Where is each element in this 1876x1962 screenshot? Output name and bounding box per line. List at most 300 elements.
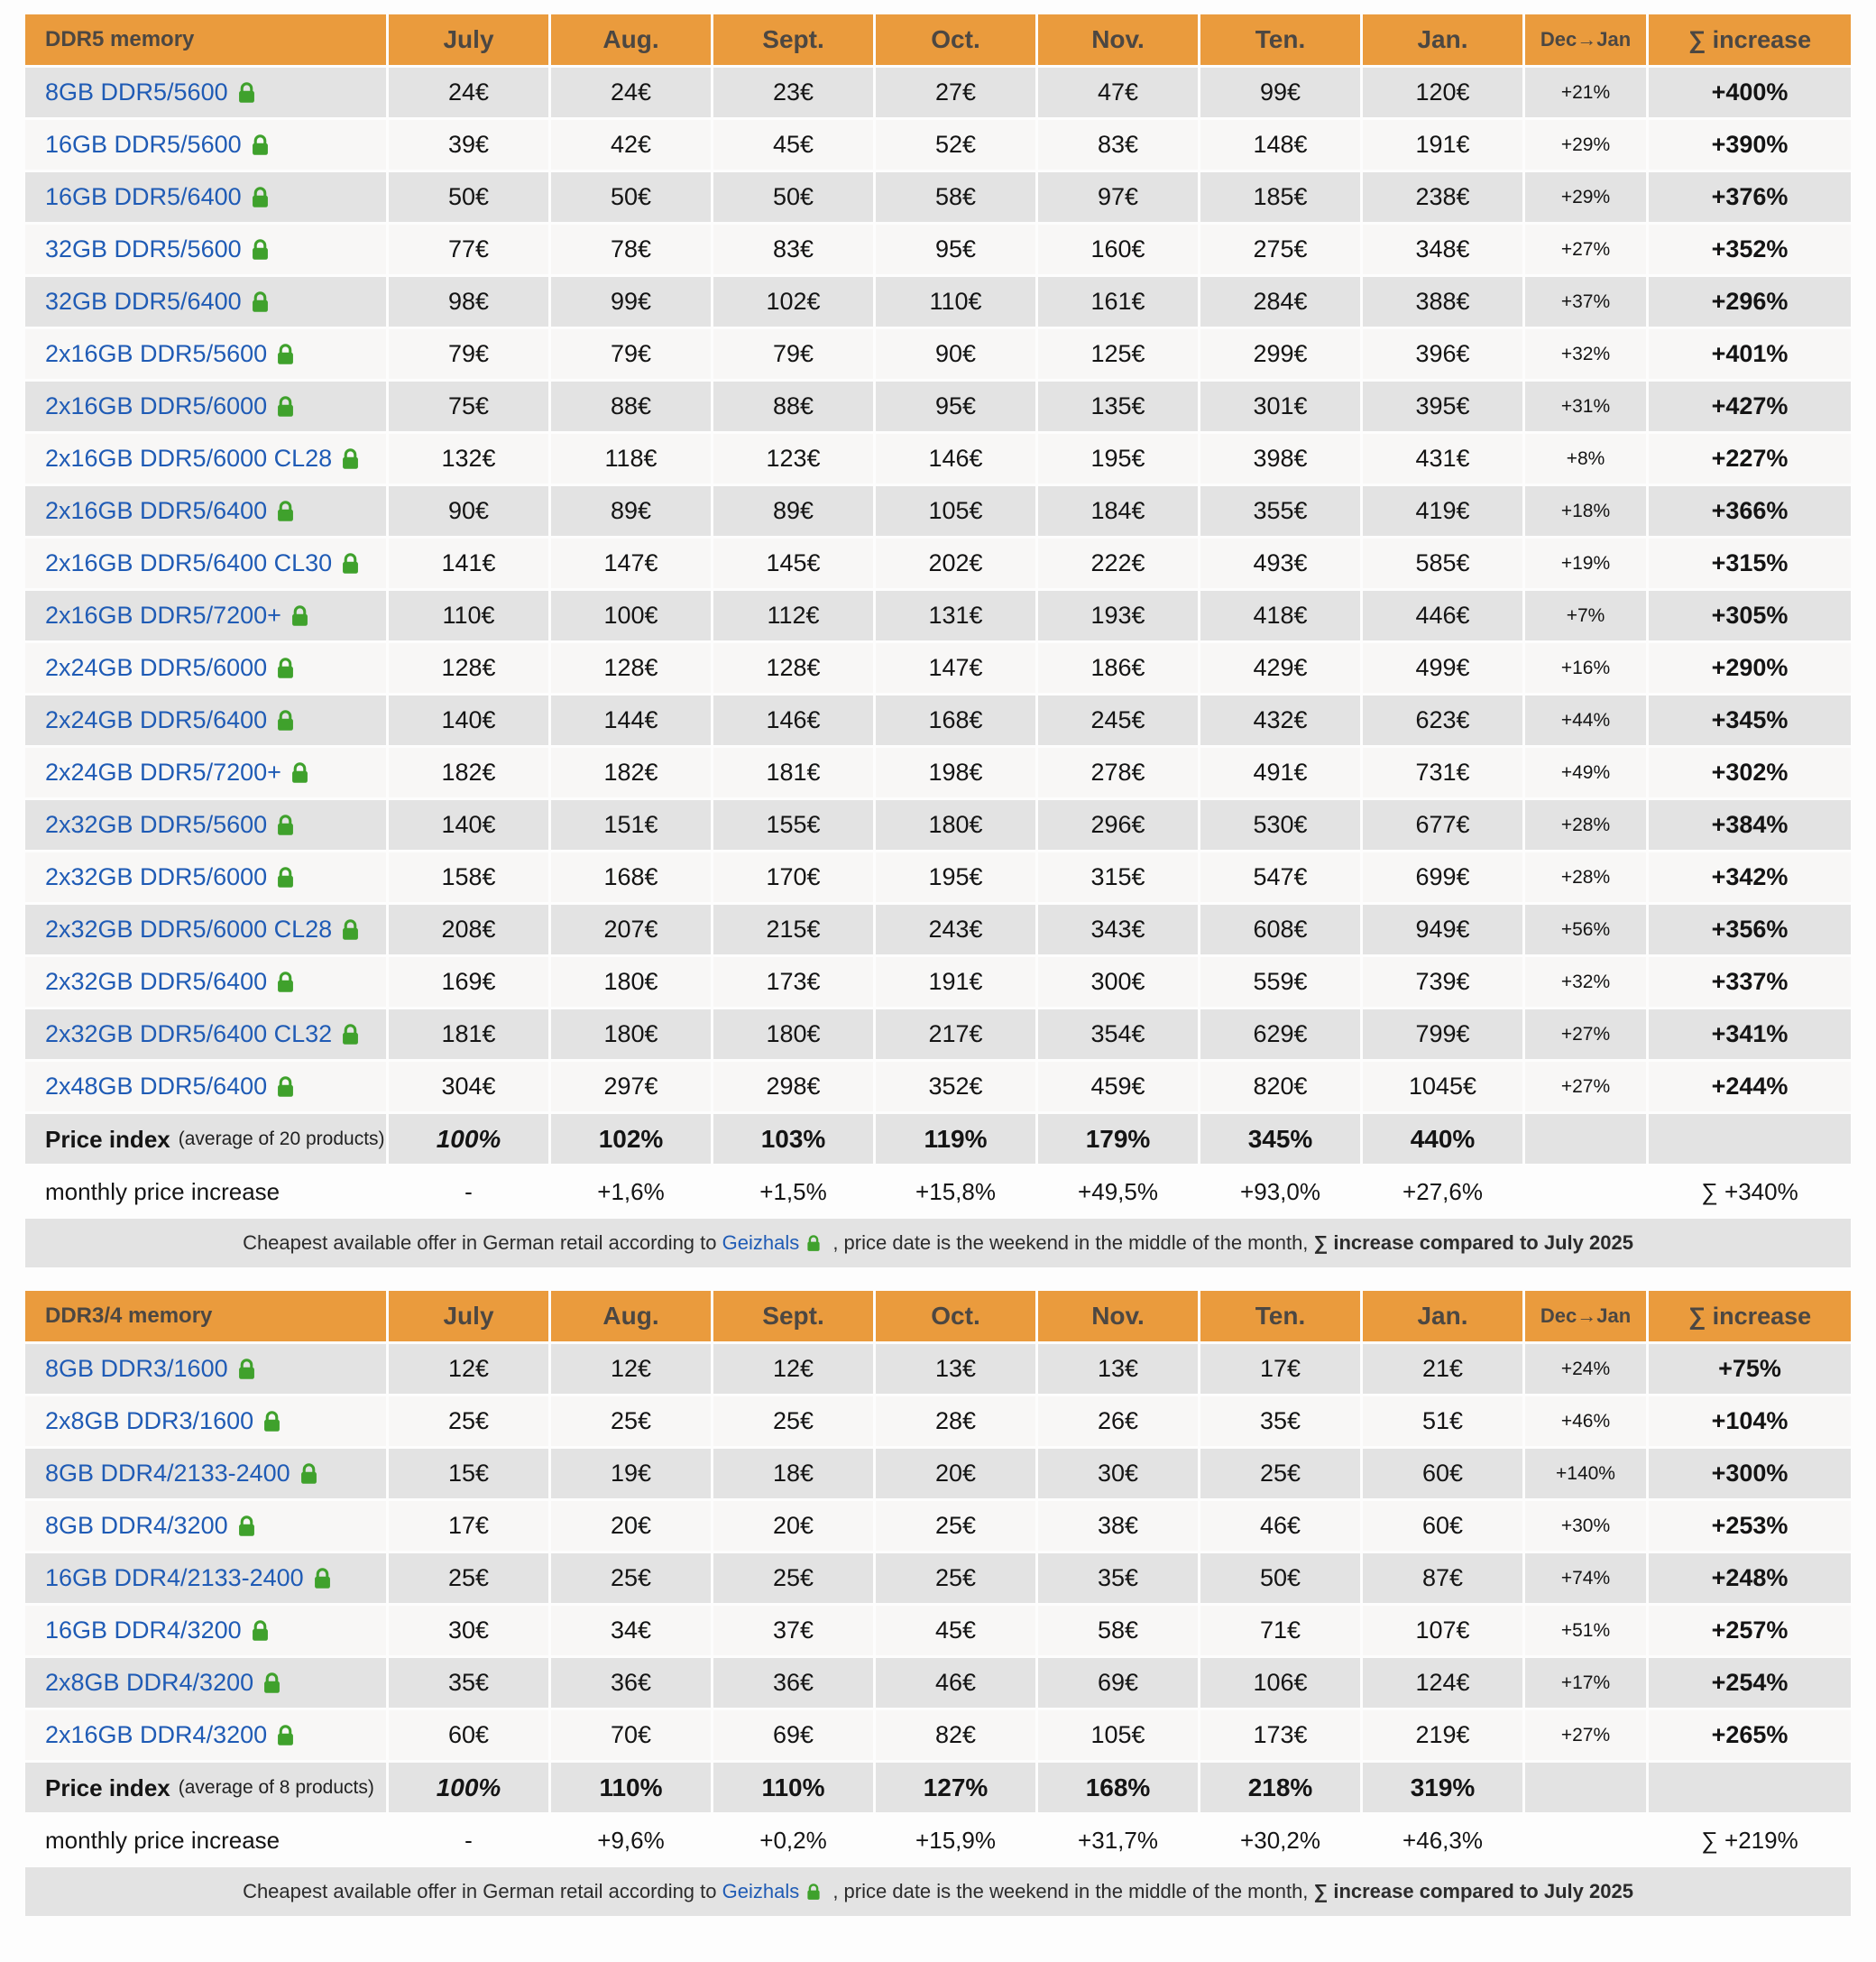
price-cell: 17€: [1200, 1344, 1360, 1394]
product-cell: [25, 1501, 386, 1551]
dec-jan-cell: +27%: [1525, 225, 1646, 274]
dec-jan-cell: +21%: [1525, 68, 1646, 117]
dec-jan-cell: +29%: [1525, 172, 1646, 222]
product-link[interactable]: 16GB DDR4/3200: [45, 1617, 242, 1644]
price-cell: 184€: [1038, 486, 1198, 536]
price-cell: 82€: [876, 1710, 1035, 1760]
price-cell: 20€: [713, 1501, 873, 1551]
dec-jan-cell: +27%: [1525, 1009, 1646, 1059]
price-cell: 87€: [1363, 1553, 1522, 1603]
dec-jan-cell: +28%: [1525, 800, 1646, 850]
lock-icon: [275, 971, 296, 993]
sum-increase-cell: +341%: [1649, 1009, 1851, 1059]
footnote-text: , price date is the weekend in the middle of the month,: [827, 1231, 1314, 1254]
price-cell: 35€: [389, 1658, 548, 1708]
price-index-cell: 127%: [876, 1763, 1035, 1812]
table-title: DDR3/4 memory: [25, 1291, 386, 1341]
price-cell: 38€: [1038, 1501, 1198, 1551]
price-cell: 217€: [876, 1009, 1035, 1059]
price-cell: 181€: [713, 748, 873, 797]
monthly-sum-cell: ∑ +219%: [1701, 1826, 1798, 1854]
product-cell: [25, 486, 386, 536]
price-cell: 13€: [876, 1344, 1035, 1394]
price-cell: 42€: [551, 120, 711, 170]
price-cell: 45€: [713, 120, 873, 170]
price-cell: 207€: [551, 905, 711, 954]
price-cell: 608€: [1200, 905, 1360, 954]
price-cell: 90€: [389, 486, 548, 536]
price-cell: 493€: [1200, 539, 1360, 588]
footnote: [25, 1219, 1851, 1267]
price-cell: 398€: [1200, 434, 1360, 484]
price-cell: 585€: [1363, 539, 1522, 588]
price-cell: 243€: [876, 905, 1035, 954]
price-cell: 83€: [713, 225, 873, 274]
sum-increase-cell: +227%: [1649, 434, 1851, 484]
product-cell: [25, 591, 386, 640]
lock-icon: [290, 604, 310, 627]
price-cell: 89€: [713, 486, 873, 536]
price-cell: 125€: [1038, 329, 1198, 379]
price-index-cell: 110%: [551, 1763, 711, 1812]
product-cell: [25, 1449, 386, 1498]
price-cell: 107€: [1363, 1606, 1522, 1655]
lock-icon: [275, 500, 296, 522]
price-cell: 79€: [713, 329, 873, 379]
price-cell: 949€: [1363, 905, 1522, 954]
sum-increase-cell: +427%: [1649, 382, 1851, 431]
price-cell: 128€: [713, 643, 873, 693]
price-cell: 123€: [713, 434, 873, 484]
price-cell: 25€: [389, 1553, 548, 1603]
price-cell: 388€: [1363, 277, 1522, 327]
product-link[interactable]: 8GB DDR5/5600: [45, 78, 228, 106]
product-cell: [25, 800, 386, 850]
dec-jan-cell: +16%: [1525, 643, 1646, 693]
geizhals-link[interactable]: Geizhals: [722, 1231, 800, 1254]
price-cell: 354€: [1038, 1009, 1198, 1059]
price-cell: 1045€: [1363, 1062, 1522, 1111]
price-cell: 284€: [1200, 277, 1360, 327]
sum-increase-cell: +244%: [1649, 1062, 1851, 1111]
price-index-cell: 218%: [1200, 1763, 1360, 1812]
price-cell: 23€: [713, 68, 873, 117]
price-cell: 20€: [876, 1449, 1035, 1498]
sum-increase-cell: +366%: [1649, 486, 1851, 536]
price-index-cell: 319%: [1363, 1763, 1522, 1812]
price-cell: 300€: [1038, 957, 1198, 1007]
price-cell: 78€: [551, 225, 711, 274]
product-link[interactable]: 2x24GB DDR5/6400: [45, 706, 268, 733]
price-cell: 95€: [876, 382, 1035, 431]
product-link[interactable]: 2x32GB DDR5/6000 CL28: [45, 916, 333, 943]
price-cell: 39€: [389, 120, 548, 170]
dec-jan-cell: +31%: [1525, 382, 1646, 431]
price-cell: 219€: [1363, 1710, 1522, 1760]
price-cell: 70€: [551, 1710, 711, 1760]
price-cell: 215€: [713, 905, 873, 954]
price-index-note: (average of 20 products): [178, 1128, 385, 1149]
price-cell: 77€: [389, 225, 548, 274]
price-cell: 35€: [1038, 1553, 1198, 1603]
price-cell: 89€: [551, 486, 711, 536]
product-link[interactable]: 2x24GB DDR5/6000: [45, 654, 268, 681]
price-cell: 629€: [1200, 1009, 1360, 1059]
dec-jan-cell: +37%: [1525, 277, 1646, 327]
price-cell: 30€: [1038, 1449, 1198, 1498]
price-cell: 278€: [1038, 748, 1198, 797]
dec-jan-cell: +17%: [1525, 1658, 1646, 1708]
price-cell: 446€: [1363, 591, 1522, 640]
price-cell: 12€: [713, 1344, 873, 1394]
price-cell: 46€: [1200, 1501, 1360, 1551]
table-title: DDR5 memory: [25, 14, 386, 65]
product-link[interactable]: 16GB DDR5/6400: [45, 183, 242, 210]
price-cell: 36€: [551, 1658, 711, 1708]
lock-icon: [236, 81, 257, 104]
product-link[interactable]: 2x32GB DDR5/6400: [45, 968, 268, 995]
price-cell: 90€: [876, 329, 1035, 379]
dec-jan-cell: +140%: [1525, 1449, 1646, 1498]
ddr34-grid: [25, 1291, 1851, 1916]
price-cell: 30€: [389, 1606, 548, 1655]
lock-icon: [250, 1619, 271, 1642]
product-cell: [25, 1009, 386, 1059]
price-cell: 180€: [551, 957, 711, 1007]
price-cell: 820€: [1200, 1062, 1360, 1111]
price-cell: 429€: [1200, 643, 1360, 693]
lock-icon: [250, 134, 271, 156]
price-cell: 71€: [1200, 1606, 1360, 1655]
price-cell: 739€: [1363, 957, 1522, 1007]
price-index-cell: 440%: [1363, 1114, 1522, 1164]
lock-icon: [250, 186, 271, 208]
price-cell: 18€: [713, 1449, 873, 1498]
price-cell: 110€: [389, 591, 548, 640]
price-index-empty-cell: [1525, 1763, 1646, 1812]
page: [25, 0, 1851, 1916]
price-cell: 105€: [876, 486, 1035, 536]
price-cell: 222€: [1038, 539, 1198, 588]
product-cell: [25, 905, 386, 954]
dec-jan-cell: +19%: [1525, 539, 1646, 588]
price-cell: 60€: [1363, 1501, 1522, 1551]
price-cell: 699€: [1363, 852, 1522, 902]
dec-jan-header: Dec→Jan: [1525, 14, 1646, 65]
monthly-increase-cell: +1,6%: [597, 1177, 665, 1205]
price-cell: 58€: [1038, 1606, 1198, 1655]
monthly-sum-cell: ∑ +340%: [1701, 1177, 1798, 1205]
dec-jan-cell: +49%: [1525, 748, 1646, 797]
price-cell: 69€: [1038, 1658, 1198, 1708]
price-cell: 299€: [1200, 329, 1360, 379]
price-index-cell: 345%: [1200, 1114, 1360, 1164]
dec-jan-cell: +32%: [1525, 957, 1646, 1007]
sum-increase-cell: +390%: [1649, 120, 1851, 170]
product-cell: [25, 172, 386, 222]
price-cell: 160€: [1038, 225, 1198, 274]
price-cell: 193€: [1038, 591, 1198, 640]
price-cell: 51€: [1363, 1396, 1522, 1446]
lock-icon: [275, 343, 296, 365]
product-cell: [25, 748, 386, 797]
product-link[interactable]: 2x16GB DDR5/5600: [45, 340, 268, 367]
product-link[interactable]: 2x32GB DDR5/6000: [45, 863, 268, 890]
dec-jan-cell: +74%: [1525, 1553, 1646, 1603]
price-cell: 88€: [713, 382, 873, 431]
price-cell: 799€: [1363, 1009, 1522, 1059]
month-header: July: [389, 14, 548, 65]
product-link[interactable]: 8GB DDR4/3200: [45, 1512, 228, 1539]
price-cell: 304€: [389, 1062, 548, 1111]
price-cell: 148€: [1200, 120, 1360, 170]
sum-increase-cell: +384%: [1649, 800, 1851, 850]
price-cell: 105€: [1038, 1710, 1198, 1760]
lock-icon: [250, 238, 271, 261]
price-cell: 343€: [1038, 905, 1198, 954]
price-cell: 69€: [713, 1710, 873, 1760]
sum-increase-header: ∑ increase: [1649, 1291, 1851, 1341]
lock-icon: [299, 1462, 319, 1485]
sum-increase-cell: +342%: [1649, 852, 1851, 902]
price-index-cell: 168%: [1038, 1763, 1198, 1812]
sum-increase-cell: +337%: [1649, 957, 1851, 1007]
price-cell: 95€: [876, 225, 1035, 274]
price-cell: 24€: [389, 68, 548, 117]
price-cell: 50€: [1200, 1553, 1360, 1603]
price-cell: 118€: [551, 434, 711, 484]
price-cell: 181€: [389, 1009, 548, 1059]
product-cell: [25, 1062, 386, 1111]
sum-increase-cell: +345%: [1649, 695, 1851, 745]
price-index-empty-cell: [1525, 1114, 1646, 1164]
price-cell: 128€: [551, 643, 711, 693]
footnote-text: Cheapest available offer in German retail according to: [243, 1880, 722, 1902]
price-cell: 547€: [1200, 852, 1360, 902]
lock-icon: [290, 761, 310, 784]
price-cell: 60€: [1363, 1449, 1522, 1498]
product-link[interactable]: 2x24GB DDR5/7200+: [45, 759, 281, 786]
footnote-bold-text: ∑ increase compared to July 2025: [1313, 1231, 1633, 1254]
price-cell: 418€: [1200, 591, 1360, 640]
sum-increase-cell: +253%: [1649, 1501, 1851, 1551]
product-link[interactable]: 32GB DDR5/6400: [45, 288, 242, 315]
price-cell: 173€: [713, 957, 873, 1007]
price-cell: 180€: [551, 1009, 711, 1059]
product-cell: [25, 1396, 386, 1446]
product-cell: [25, 1344, 386, 1394]
dec-jan-cell: +24%: [1525, 1344, 1646, 1394]
monthly-increase-cell: +30,2%: [1240, 1826, 1320, 1854]
price-cell: 79€: [389, 329, 548, 379]
month-header: Aug.: [551, 14, 711, 65]
monthly-empty-cell: [1525, 1166, 1646, 1216]
price-cell: 348€: [1363, 225, 1522, 274]
footnote-text: Cheapest available offer in German retail according to: [243, 1231, 722, 1254]
ddr5-price-table: [25, 14, 1851, 1267]
price-cell: 12€: [389, 1344, 548, 1394]
lock-icon: [340, 447, 361, 470]
price-cell: 17€: [389, 1501, 548, 1551]
price-cell: 83€: [1038, 120, 1198, 170]
product-cell: [25, 68, 386, 117]
product-link[interactable]: 2x16GB DDR5/7200+: [45, 602, 281, 629]
price-cell: 173€: [1200, 1710, 1360, 1760]
monthly-increase-cell: +15,9%: [915, 1826, 996, 1854]
product-link[interactable]: 2x8GB DDR4/3200: [45, 1669, 254, 1696]
price-cell: 20€: [551, 1501, 711, 1551]
price-cell: 208€: [389, 905, 548, 954]
product-link[interactable]: 2x48GB DDR5/6400: [45, 1073, 268, 1100]
price-cell: 140€: [389, 695, 548, 745]
price-cell: 25€: [713, 1396, 873, 1446]
ddr5-grid: [25, 14, 1851, 1267]
product-link[interactable]: 32GB DDR5/5600: [45, 235, 242, 263]
product-cell: [25, 1553, 386, 1603]
dec-jan-cell: +28%: [1525, 852, 1646, 902]
monthly-increase-cell: +9,6%: [597, 1826, 665, 1854]
product-cell: [25, 329, 386, 379]
price-cell: 28€: [876, 1396, 1035, 1446]
price-cell: 25€: [876, 1501, 1035, 1551]
product-link[interactable]: 8GB DDR3/1600: [45, 1355, 228, 1382]
price-cell: 102€: [713, 277, 873, 327]
price-index-cell: 179%: [1038, 1114, 1198, 1164]
lock-icon: [805, 1234, 822, 1252]
monthly-increase-cell: -: [464, 1826, 473, 1854]
price-cell: 275€: [1200, 225, 1360, 274]
price-cell: 301€: [1200, 382, 1360, 431]
price-index-label: Price index: [45, 1773, 170, 1801]
sum-increase-cell: +356%: [1649, 905, 1851, 954]
product-cell: [25, 1710, 386, 1760]
dec-jan-cell: +29%: [1525, 120, 1646, 170]
price-index-cell: 119%: [876, 1114, 1035, 1164]
sum-increase-cell: +400%: [1649, 68, 1851, 117]
product-cell: [25, 277, 386, 327]
lock-icon: [262, 1410, 282, 1432]
product-link[interactable]: 2x16GB DDR5/6000: [45, 392, 268, 419]
price-index-cell: 103%: [713, 1114, 873, 1164]
price-cell: 297€: [551, 1062, 711, 1111]
product-link[interactable]: 16GB DDR4/2133-2400: [45, 1564, 304, 1591]
monthly-increase-label: monthly price increase: [45, 1177, 280, 1205]
price-cell: 459€: [1038, 1062, 1198, 1111]
dec-jan-cell: +27%: [1525, 1710, 1646, 1760]
product-link[interactable]: 16GB DDR5/5600: [45, 131, 242, 158]
product-cell: [25, 695, 386, 745]
price-cell: 131€: [876, 591, 1035, 640]
product-link[interactable]: 2x32GB DDR5/6400 CL32: [45, 1020, 333, 1047]
sum-increase-cell: +248%: [1649, 1553, 1851, 1603]
price-cell: 21€: [1363, 1344, 1522, 1394]
geizhals-link[interactable]: Geizhals: [722, 1880, 800, 1902]
product-link[interactable]: 2x16GB DDR5/6000 CL28: [45, 445, 333, 472]
price-cell: 151€: [551, 800, 711, 850]
dec-jan-cell: +30%: [1525, 1501, 1646, 1551]
price-cell: 168€: [876, 695, 1035, 745]
lock-icon: [236, 1358, 257, 1380]
price-cell: 146€: [876, 434, 1035, 484]
price-cell: 158€: [389, 852, 548, 902]
lock-icon: [275, 866, 296, 889]
price-cell: 35€: [1200, 1396, 1360, 1446]
price-cell: 186€: [1038, 643, 1198, 693]
product-link[interactable]: 2x16GB DDR5/6400: [45, 497, 268, 524]
product-link[interactable]: 2x32GB DDR5/5600: [45, 811, 268, 838]
price-cell: 27€: [876, 68, 1035, 117]
product-cell: [25, 225, 386, 274]
month-header: Jan.: [1363, 1291, 1522, 1341]
price-cell: 191€: [876, 957, 1035, 1007]
month-header: Sept.: [713, 1291, 873, 1341]
monthly-increase-cell: +49,5%: [1078, 1177, 1158, 1205]
footnote-bold-text: ∑ increase compared to July 2025: [1313, 1880, 1633, 1902]
lock-icon: [340, 918, 361, 941]
price-index-cell: 102%: [551, 1114, 711, 1164]
dec-jan-cell: +7%: [1525, 591, 1646, 640]
price-cell: 491€: [1200, 748, 1360, 797]
price-cell: 530€: [1200, 800, 1360, 850]
price-cell: 25€: [551, 1553, 711, 1603]
price-cell: 146€: [713, 695, 873, 745]
price-cell: 100€: [551, 591, 711, 640]
lock-icon: [340, 552, 361, 575]
price-cell: 245€: [1038, 695, 1198, 745]
price-cell: 161€: [1038, 277, 1198, 327]
price-cell: 79€: [551, 329, 711, 379]
price-index-note: (average of 8 products): [178, 1777, 374, 1798]
price-index-cell: 100%: [389, 1114, 548, 1164]
price-cell: 145€: [713, 539, 873, 588]
product-cell: [25, 539, 386, 588]
product-link[interactable]: 8GB DDR4/2133-2400: [45, 1460, 290, 1487]
product-cell: [25, 643, 386, 693]
price-cell: 298€: [713, 1062, 873, 1111]
price-cell: 13€: [1038, 1344, 1198, 1394]
lock-icon: [275, 1724, 296, 1746]
price-cell: 12€: [551, 1344, 711, 1394]
product-link[interactable]: 2x8GB DDR3/1600: [45, 1407, 254, 1434]
price-cell: 180€: [876, 800, 1035, 850]
month-header: Ten.: [1200, 14, 1360, 65]
price-cell: 499€: [1363, 643, 1522, 693]
price-cell: 141€: [389, 539, 548, 588]
price-cell: 110€: [876, 277, 1035, 327]
product-link[interactable]: 2x16GB DDR5/6400 CL30: [45, 549, 333, 576]
price-cell: 34€: [551, 1606, 711, 1655]
lock-icon: [340, 1023, 361, 1045]
lock-icon: [236, 1515, 257, 1537]
price-cell: 25€: [876, 1553, 1035, 1603]
product-cell: [25, 1658, 386, 1708]
price-cell: 296€: [1038, 800, 1198, 850]
lock-icon: [275, 1075, 296, 1098]
price-cell: 431€: [1363, 434, 1522, 484]
sum-increase-cell: +265%: [1649, 1710, 1851, 1760]
month-header: Sept.: [713, 14, 873, 65]
lock-icon: [275, 657, 296, 679]
product-link[interactable]: 2x16GB DDR4/3200: [45, 1721, 268, 1748]
price-cell: 170€: [713, 852, 873, 902]
price-cell: 147€: [876, 643, 1035, 693]
dec-jan-cell: +27%: [1525, 1062, 1646, 1111]
price-cell: 395€: [1363, 382, 1522, 431]
month-header: Jan.: [1363, 14, 1522, 65]
monthly-increase-cell: +15,8%: [915, 1177, 996, 1205]
price-cell: 180€: [713, 1009, 873, 1059]
sum-increase-cell: +305%: [1649, 591, 1851, 640]
